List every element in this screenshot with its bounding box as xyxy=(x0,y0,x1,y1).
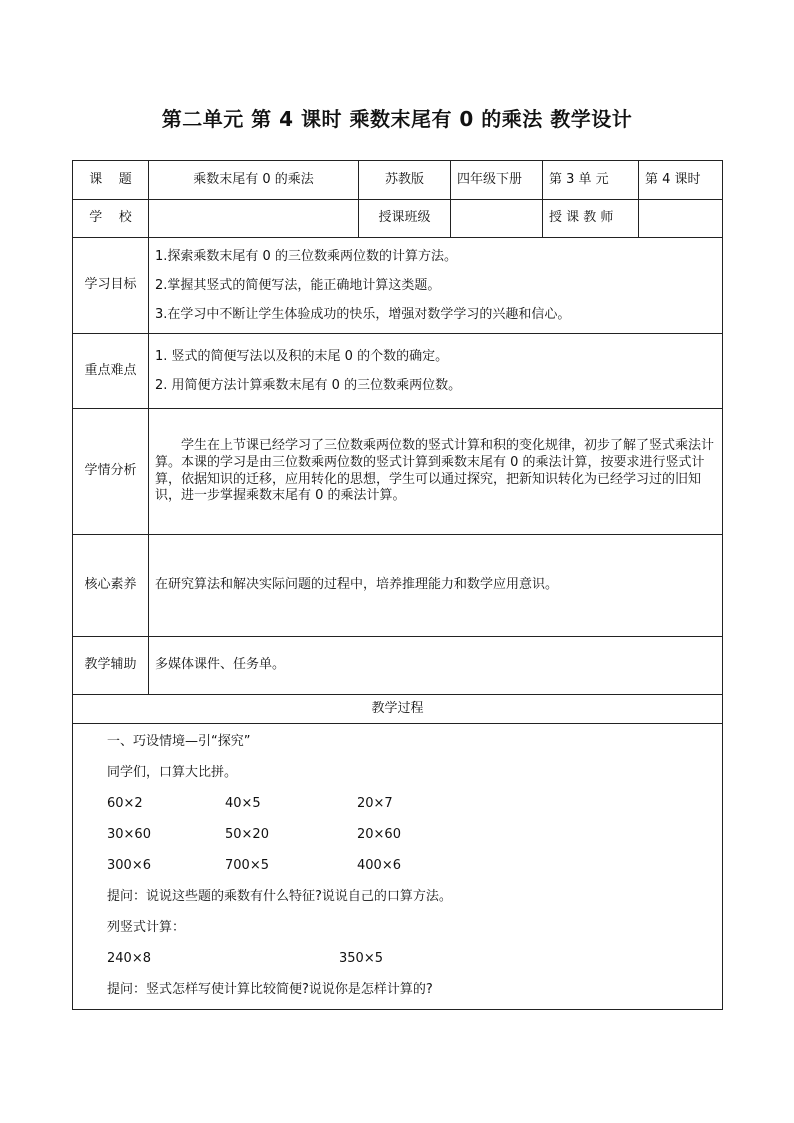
school-value xyxy=(149,200,359,238)
oral-item: 20×7 xyxy=(357,796,393,811)
objectives-content xyxy=(149,238,723,334)
objective-item: 1.探索乘数末尾有 0 的三位数乘两位数的计算方法。 xyxy=(155,249,457,264)
key-points-content xyxy=(149,334,723,409)
oral-item: 20×60 xyxy=(357,827,401,842)
question-text: 提问：说说这些题的乘数有什么特征?说说自己的口算方法。 xyxy=(107,889,452,904)
aids-label: 教学辅助 xyxy=(73,637,149,695)
vertical-item: 240×8 xyxy=(107,951,151,966)
vertical-row xyxy=(107,943,712,974)
analysis-label: 学情分析 xyxy=(73,409,149,535)
objective-item: 3.在学习中不断让学生体验成功的快乐，增强对数学学习的兴趣和信心。 xyxy=(155,307,571,322)
objectives-row xyxy=(73,238,723,334)
teacher-label: 授 课 教 师 xyxy=(543,200,639,238)
process-content xyxy=(73,724,723,1010)
oral-item: 30×60 xyxy=(107,827,151,842)
vertical-item: 350×5 xyxy=(339,951,383,966)
oral-item: 40×5 xyxy=(225,796,261,811)
header-row xyxy=(73,161,723,200)
unit: 第 3 单 元 xyxy=(543,161,639,200)
oral-row xyxy=(107,850,712,881)
process-heading-row xyxy=(73,695,723,724)
intro-text: 同学们，口算大比拼。 xyxy=(107,765,238,780)
class-label: 授课班级 xyxy=(359,200,451,238)
page-title: 第二单元 第 4 课时 乘数末尾有 0 的乘法 教学设计 xyxy=(161,107,633,131)
school-label: 学 校 xyxy=(73,200,149,238)
process-heading: 教学过程 xyxy=(73,695,723,724)
lesson-title: 乘数末尾有 0 的乘法 xyxy=(149,161,359,200)
oral-item: 400×6 xyxy=(357,858,401,873)
period: 第 4 课时 xyxy=(639,161,723,200)
school-row xyxy=(73,200,723,238)
vertical-title: 列竖式计算： xyxy=(107,920,186,935)
lesson-plan-table xyxy=(72,160,723,1010)
literacy-row xyxy=(73,535,723,637)
process-row xyxy=(73,724,723,1010)
literacy-label: 核心素养 xyxy=(73,535,149,637)
analysis-row xyxy=(73,409,723,535)
oral-item: 50×20 xyxy=(225,827,269,842)
aids-row xyxy=(73,637,723,695)
objective-item: 2.掌握其竖式的简便写法，能正确地计算这类题。 xyxy=(155,278,441,293)
class-value xyxy=(451,200,543,238)
oral-item: 700×5 xyxy=(225,858,269,873)
aids-text: 多媒体课件、任务单。 xyxy=(149,637,723,695)
oral-item: 60×2 xyxy=(107,796,143,811)
objectives-label: 学习目标 xyxy=(73,238,149,334)
section-title: 一、巧设情境—引“探究” xyxy=(107,734,251,749)
oral-row xyxy=(107,788,712,819)
literacy-text: 在研究算法和解决实际问题的过程中，培养推理能力和数学应用意识。 xyxy=(149,535,723,637)
key-point-item: 2. 用简便方法计算乘数末尾有 0 的三位数乘两位数。 xyxy=(155,378,462,393)
key-points-row xyxy=(73,334,723,409)
publisher: 苏教版 xyxy=(359,161,451,200)
oral-item: 300×6 xyxy=(107,858,151,873)
question-text: 提问：竖式怎样写使计算比较简便?说说你是怎样计算的? xyxy=(107,982,433,997)
lesson-label: 课 题 xyxy=(73,161,149,200)
analysis-text: 学生在上节课已经学习了三位数乘两位数的竖式计算和积的变化规律，初步了解了竖式乘法计算。本课的学习是由三位数乘两位数的竖式计算到乘数末尾有 0 的乘法计算，按要求进行竖式计算，依据知识的迁移，应用转化的思想，学生可以通过探究，把新知识转化为已经学习过的旧知识，进一步掌握乘数末尾有 0 的乘法计算。 xyxy=(149,409,723,535)
key-point-item: 1. 竖式的简便写法以及积的末尾 0 的个数的确定。 xyxy=(155,349,449,364)
key-points-label: 重点难点 xyxy=(73,334,149,409)
grade: 四年级下册 xyxy=(451,161,543,200)
oral-row xyxy=(107,819,712,850)
teacher-value xyxy=(639,200,723,238)
